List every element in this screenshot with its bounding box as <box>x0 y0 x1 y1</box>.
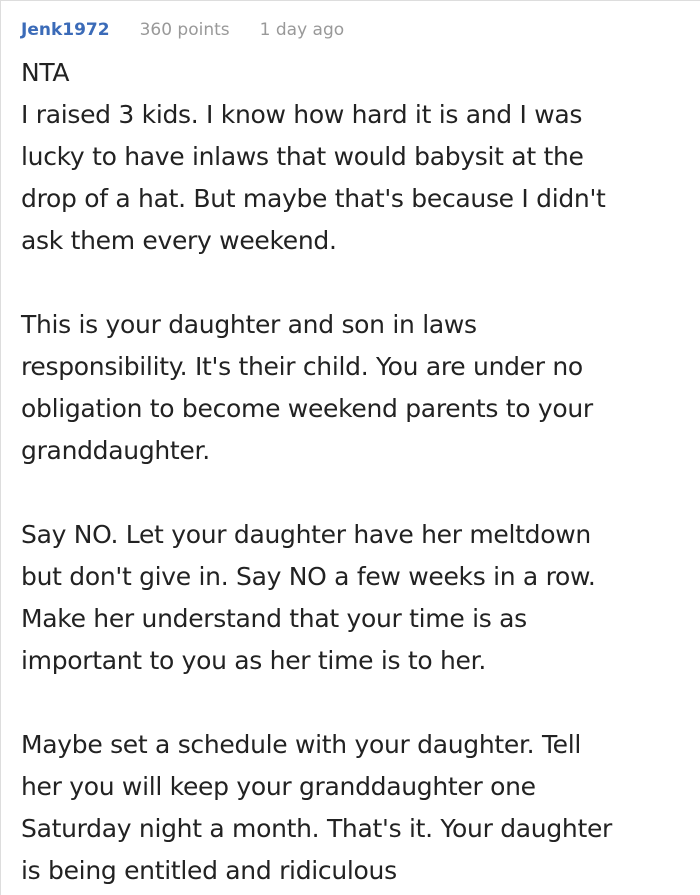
comment-line: but don't give in. Say NO a few weeks in a row. <box>21 562 596 591</box>
comment-line: ask them every weekend. <box>21 226 337 255</box>
comment-line <box>21 682 612 724</box>
author-link[interactable]: Jenk1972 <box>21 20 110 40</box>
comment-line: lucky to have inlaws that would babysit at the <box>21 142 584 171</box>
comment-line: Saturday night a month. That's it. Your daughter <box>21 814 613 843</box>
comment-line: important to you as her time is to her. <box>21 646 486 675</box>
comment-line: Maybe set a schedule with your daughter. Tell <box>21 730 582 759</box>
comment-header <box>21 20 344 40</box>
comment-line: I raised 3 kids. I know how hard it is and I was <box>21 100 583 129</box>
comment-line: drop of a hat. But maybe that's because I didn't <box>21 184 606 213</box>
comment-body <box>21 52 612 892</box>
comment-line: NTA <box>21 58 70 87</box>
comment-line: is being entitled and ridiculous <box>21 856 397 885</box>
points: 360 points <box>139 20 230 40</box>
comment-line: obligation to become weekend parents to your <box>21 394 593 423</box>
comment-line <box>21 472 612 514</box>
comment-line: This is your daughter and son in laws <box>21 310 477 339</box>
comment-line: Say NO. Let your daughter have her meltdown <box>21 520 591 549</box>
comment-line <box>21 262 612 304</box>
comment-line: granddaughter. <box>21 436 210 465</box>
timestamp: 1 day ago <box>259 20 345 40</box>
comment-line: Make her understand that your time is as <box>21 604 527 633</box>
comment-line: responsibility. It's their child. You are under no <box>21 352 583 381</box>
comment-line: her you will keep your granddaughter one <box>21 772 536 801</box>
